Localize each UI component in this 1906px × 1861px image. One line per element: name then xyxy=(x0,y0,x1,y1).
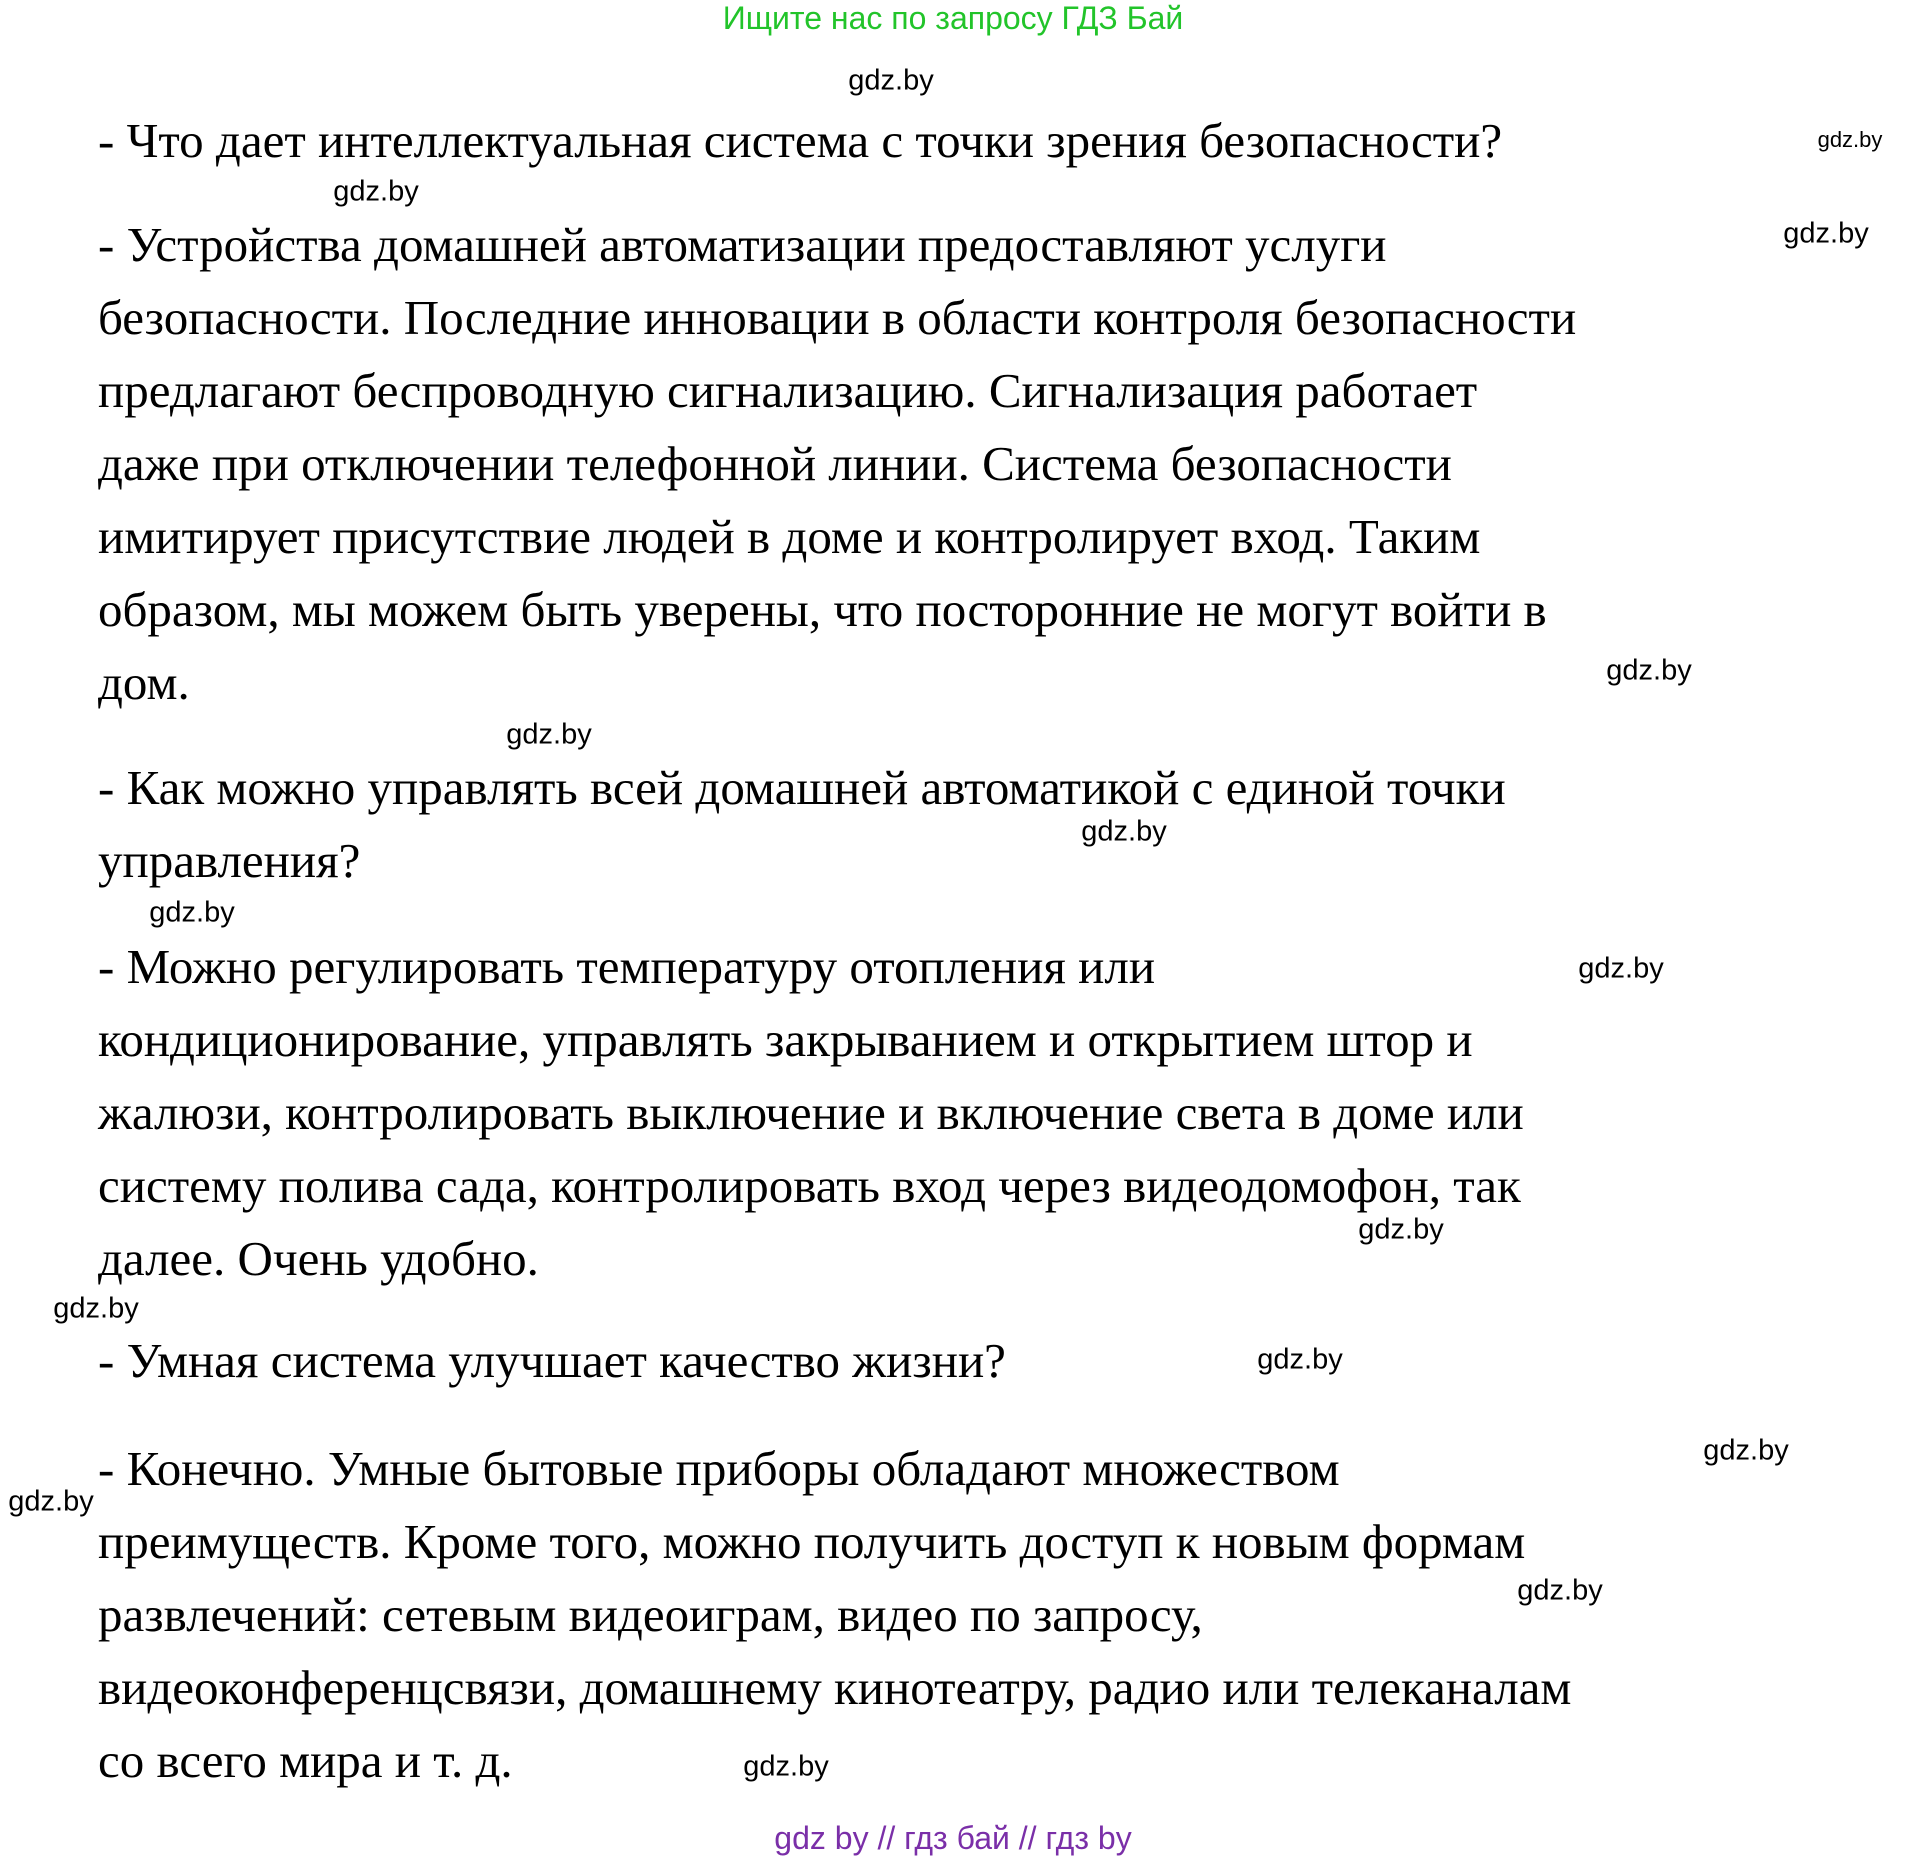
text-line: образом, мы можем быть уверены, что посторонние не могут войти в xyxy=(98,582,1547,637)
text-line: предлагают беспроводную сигнализацию. Сигнализация работает xyxy=(98,363,1478,418)
text-line: безопасности. Последние инновации в области контроля безопасности xyxy=(98,290,1577,345)
text-line: систему полива сада, контролировать вход через видеодомофон, так xyxy=(98,1158,1521,1213)
text-line: - Конечно. Умные бытовые приборы обладают множеством xyxy=(98,1441,1340,1496)
watermark: gdz.by xyxy=(333,175,419,208)
text-line: кондиционирование, управлять закрыванием и открытием штор и xyxy=(98,1012,1473,1067)
watermark: gdz.by xyxy=(848,64,934,97)
question-2 xyxy=(98,751,1506,897)
question-1 xyxy=(98,104,1502,177)
watermark: gdz.by xyxy=(53,1292,139,1325)
text-line: - Устройства домашней автоматизации предоставляют услуги xyxy=(98,217,1387,272)
text-line: - Умная система улучшает качество жизни? xyxy=(98,1333,1006,1388)
text-line: преимуществ. Кроме того, можно получить доступ к новым формам xyxy=(98,1514,1526,1569)
text-line: видеоконференцсвязи, домашнему кинотеатру, радио или телеканалам xyxy=(98,1660,1572,1715)
watermark: gdz.by xyxy=(1817,127,1883,152)
answer-1 xyxy=(98,208,1576,719)
watermark: gdz.by xyxy=(1703,1434,1789,1467)
watermark: gdz.by xyxy=(1517,1574,1603,1607)
watermark: gdz.by xyxy=(1606,654,1692,687)
search-hint-header: Ищите нас по запросу ГДЗ Бай xyxy=(722,0,1184,36)
text-line: даже при отключении телефонной линии. Система безопасности xyxy=(98,436,1452,491)
watermark: gdz.by xyxy=(1783,217,1869,250)
text-line: - Можно регулировать температуру отопления или xyxy=(98,939,1156,994)
text-line: - Что дает интеллектуальная система с точки зрения безопасности? xyxy=(98,113,1503,168)
watermark: gdz.by xyxy=(149,896,235,929)
text-line: со всего мира и т. д. xyxy=(98,1733,513,1788)
text-line: далее. Очень удобно. xyxy=(98,1231,539,1286)
watermark: gdz.by xyxy=(1257,1343,1343,1376)
question-3 xyxy=(98,1324,1006,1397)
answer-2 xyxy=(98,930,1524,1295)
text-line: имитирует присутствие людей в доме и контролирует вход. Таким xyxy=(98,509,1481,564)
watermark: gdz.by xyxy=(506,718,592,751)
watermark: gdz.by xyxy=(743,1750,829,1783)
text-line: - Как можно управлять всей домашней автоматикой с единой точки xyxy=(98,760,1506,815)
text-line: развлечений: сетевым видеоиграм, видео по запросу, xyxy=(98,1587,1203,1642)
watermark: gdz.by xyxy=(1578,952,1664,985)
answer-3 xyxy=(98,1432,1571,1797)
text-line: дом. xyxy=(98,655,190,710)
watermark: gdz.by xyxy=(8,1485,94,1518)
footer-links: gdz by // гдз бай // гдз by xyxy=(774,1820,1132,1856)
text-line: жалюзи, контролировать выключение и включение света в доме или xyxy=(98,1085,1524,1140)
watermark: gdz.by xyxy=(1081,815,1167,848)
watermark: gdz.by xyxy=(1358,1213,1444,1246)
text-line: управления? xyxy=(98,833,361,888)
